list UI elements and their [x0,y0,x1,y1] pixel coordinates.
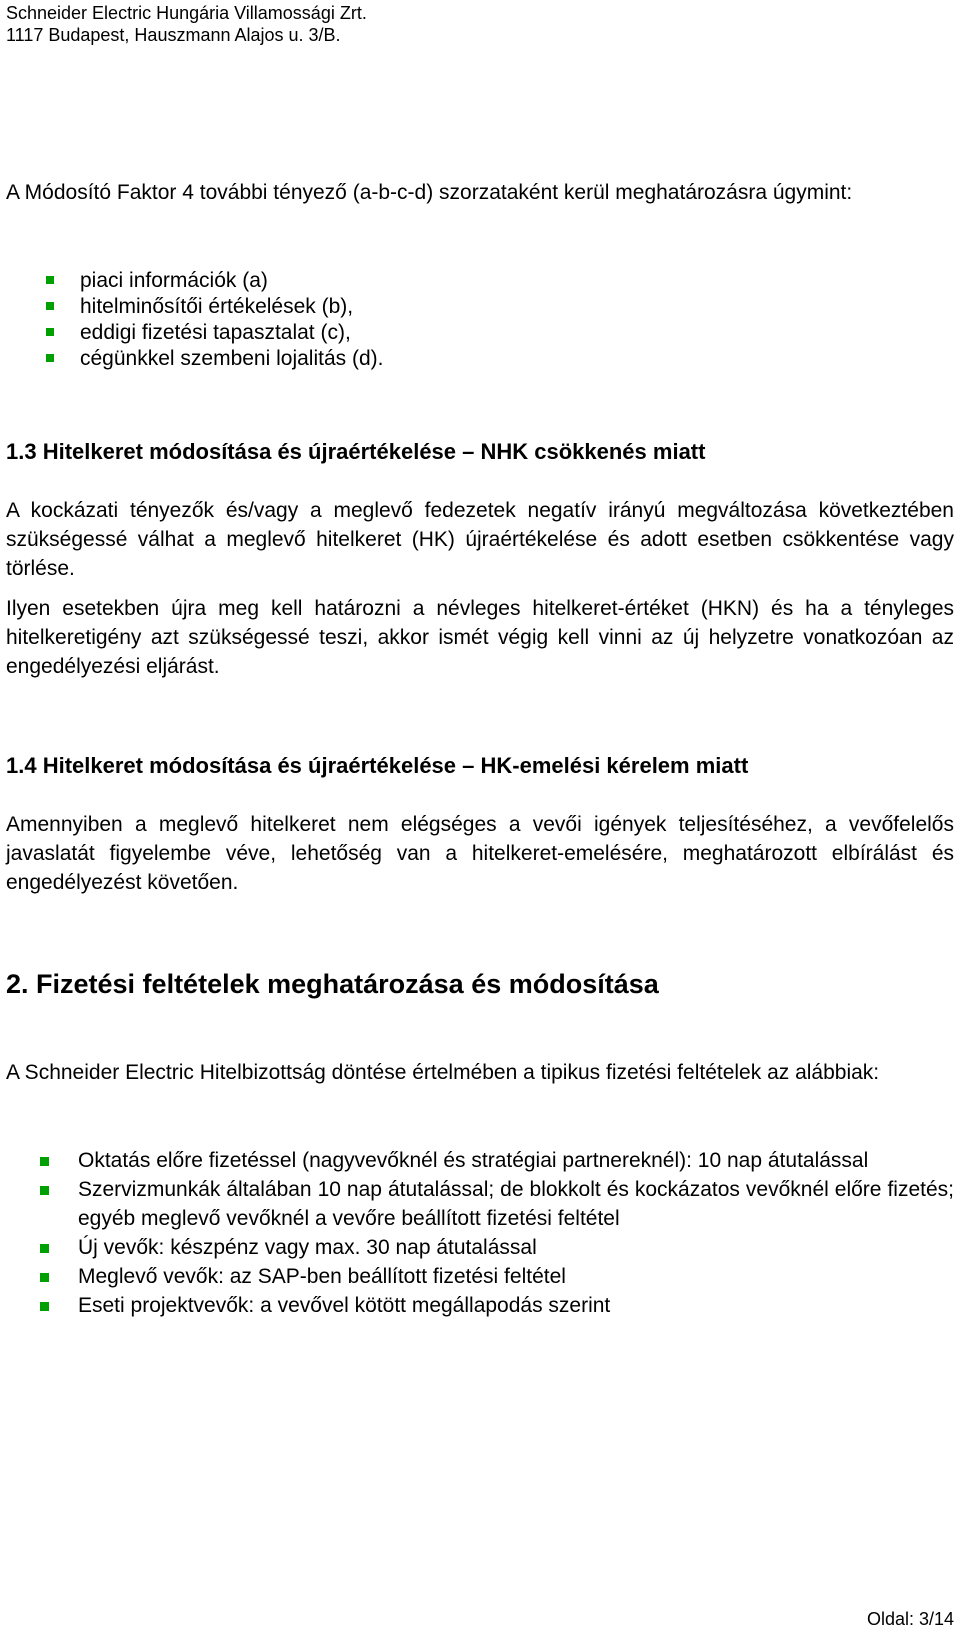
list-item [46,344,383,370]
square-bullet-icon [46,328,54,336]
square-bullet-icon [40,1273,49,1282]
list-item-text: eddigi fizetési tapasztalat (c), [80,321,351,344]
square-bullet-icon [46,276,54,284]
list-item-text: Meglevő vevők: az SAP-ben beállított fizetési feltétel [78,1265,566,1288]
section-1-3-paragraph-1: A kockázati tényezők és/vagy a meglevő fedezetek negatív irányú megváltozása következtében szükségessé válhat a meglevő hitelkeret (HK) újraértékelése és adott esetben csökkentése vagy törlése. [6,499,954,580]
section-2-heading: 2. Fizetési feltételek meghatározása és módosítása [6,969,659,999]
page-number: Oldal: 3/14 [866,1609,954,1629]
list-item [46,318,383,344]
list-item [40,1175,954,1233]
list-item-text: cégünkkel szembeni lojalitás (d). [80,347,384,370]
company-address: 1117 Budapest, Hauszmann Alajos u. 3/B. [6,25,341,45]
square-bullet-icon [46,354,54,362]
list-item-text: hitelminősítői értékelések (b), [80,295,354,318]
list-item-text: piaci információk (a) [80,269,268,292]
payment-terms-list [40,1146,954,1320]
company-name: Schneider Electric Hungária Villamossági Zrt. [6,3,367,23]
list-item [40,1262,954,1291]
list-item [40,1146,954,1175]
list-item-text: Szervizmunkák általában 10 nap átutalással; de blokkolt és kockázatos vevőknél előre fizetés; egyéb meglevő vevőknél a vevőre beállított fizetési feltétel [78,1178,954,1230]
list-item-text: Új vevők: készpénz vagy max. 30 nap átutalással [78,1236,537,1259]
square-bullet-icon [40,1302,49,1311]
section-2-paragraph: A Schneider Electric Hitelbizottság döntése értelmében a tipikus fizetési feltételek az alábbiak: [6,1061,880,1084]
section-1-3-heading: 1.3 Hitelkeret módosítása és újraértékelése – NHK csökkenés miatt [6,439,706,464]
list-item [40,1233,954,1262]
list-item [46,266,383,292]
list-item [40,1291,954,1320]
square-bullet-icon [40,1244,49,1253]
list-item-text: Eseti projektvevők: a vevővel kötött megállapodás szerint [78,1294,611,1317]
square-bullet-icon [40,1186,49,1195]
factor-list [46,266,383,370]
section-1-3-paragraph-2: Ilyen esetekben újra meg kell határozni a névleges hitelkeret-értéket (HKN) és ha a tényleges hitelkeretigény azt szükségessé teszi, akkor ismét végig kell vinni az új helyzetre vonatkozóan az engedélyezési eljárást. [6,597,954,678]
list-item [46,292,383,318]
section-1-4-heading: 1.4 Hitelkeret módosítása és újraértékelése – HK-emelési kérelem miatt [6,753,749,778]
list-item-text: Oktatás előre fizetéssel (nagyvevőknél és stratégiai partnereknél): 10 nap átutalással [78,1149,869,1172]
square-bullet-icon [46,302,54,310]
square-bullet-icon [40,1157,49,1166]
intro-paragraph: A Módosító Faktor 4 további tényező (a-b-c-d) szorzataként kerül meghatározásra úgymint: [6,181,853,204]
section-1-4-paragraph: Amennyiben a meglevő hitelkeret nem elégséges a vevői igények teljesítéséhez, a vevőfelelős javaslatát figyelembe véve, lehetőség van a hitelkeret-emelésére, meghatározott elbírálást és engedélyezést követően. [6,813,954,894]
